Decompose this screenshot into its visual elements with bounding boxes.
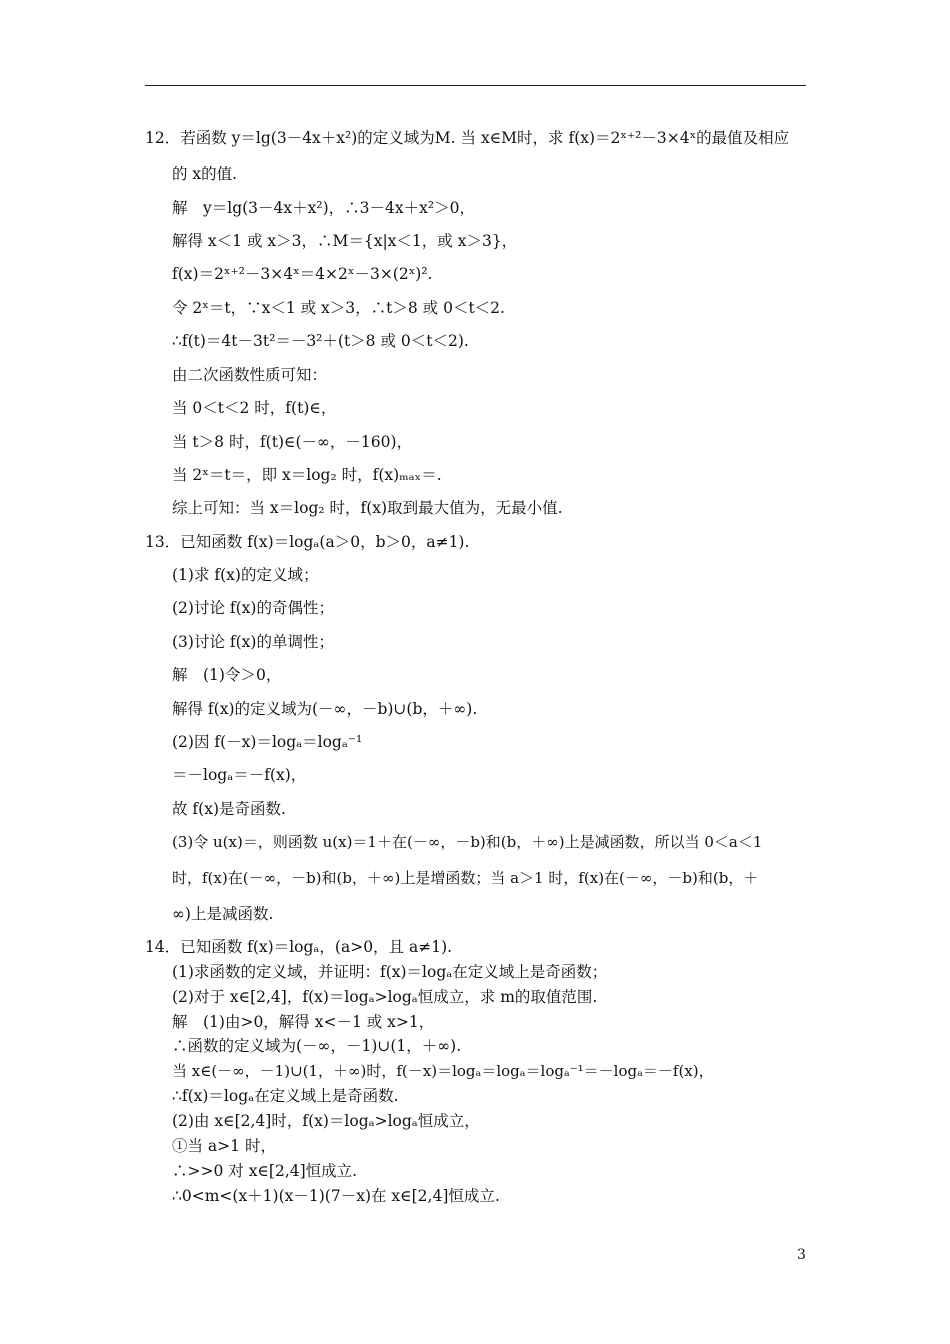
- solution-line: ∴函数的定义域为(－∞，－1)∪(1，＋∞).: [172, 1037, 462, 1055]
- solution-line: 由二次函数性质可知：: [172, 366, 328, 384]
- solution-line: 当 x∈(－∞，－1)∪(1，＋∞)时，f(－x)＝logₐ＝logₐ＝logₐ⁻¹＝－logₐ＝－f(x)，: [172, 1062, 714, 1080]
- problem-14-part: (2)对于 x∈[2,4]，f(x)＝logₐ>logₐ恒成立，求 m的取值范围.: [172, 988, 598, 1006]
- solution-line: 当 2ˣ＝t＝，即 x＝log₂ 时，f(x)ₘₐₓ＝.: [172, 466, 442, 484]
- solution-line: (2)由 x∈[2,4]时，f(x)＝logₐ>logₐ恒成立，: [172, 1112, 480, 1130]
- solution-line: ∴f(t)＝4t－3t²＝－3²＋(t＞8 或 0＜t＜2).: [172, 332, 469, 350]
- problem-14-part: (1)求函数的定义域，并证明：f(x)＝logₐ在定义域上是奇函数；: [172, 963, 608, 981]
- solution-line: (3)令 u(x)＝，则函数 u(x)＝1＋在(－∞，－b)和(b，＋∞)上是减函数，所以当 0＜a＜1: [172, 833, 763, 851]
- page-number: 3: [797, 1247, 806, 1263]
- solution-line: 解 (1)由>0，解得 x<－1 或 x>1，: [172, 1013, 435, 1031]
- problem-13-part: (1)求 f(x)的定义域；: [172, 566, 319, 584]
- solution-line: f(x)＝2ˣ⁺²－3×4ˣ＝4×2ˣ－3×(2ˣ)².: [172, 265, 433, 283]
- problem-13-part: (3)讨论 f(x)的单调性；: [172, 633, 334, 651]
- solution-line: 当 0＜t＜2 时，f(t)∈，: [172, 399, 337, 417]
- solution-line: 综上可知：当 x＝log₂ 时，f(x)取到最大值为，无最小值.: [172, 499, 563, 517]
- solution-line: ∴0<m<(x＋1)(x－1)(7－x)在 x∈[2,4]恒成立.: [172, 1187, 500, 1205]
- problem-13-statement: 13．已知函数 f(x)＝logₐ(a＞0，b＞0，a≠1).: [145, 533, 470, 551]
- solution-line: 时，f(x)在(－∞，－b)和(b，＋∞)上是增函数；当 a＞1 时，f(x)在(－∞，－b)和(b，＋: [172, 869, 759, 887]
- solution-line: ＝－logₐ＝－f(x)，: [172, 766, 307, 784]
- solution-line: 解 y＝lg(3－4x＋x²)，∴3－4x＋x²＞0，: [172, 199, 475, 217]
- solution-line: ∴>>0 对 x∈[2,4]恒成立.: [172, 1162, 358, 1180]
- header-rule: [145, 85, 806, 86]
- problem-12-statement: 12．若函数 y＝lg(3－4x＋x²)的定义域为M. 当 x∈M时，求 f(x)＝2ˣ⁺²－3×4ˣ的最值及相应: [145, 129, 790, 147]
- solution-line: (2)因 f(－x)＝logₐ＝logₐ⁻¹: [172, 733, 363, 751]
- solution-line: 令 2ˣ＝t，∵x＜1 或 x＞3，∴t＞8 或 0＜t＜2.: [172, 299, 505, 317]
- solution-line: ①当 a>1 时，: [172, 1137, 276, 1155]
- problem-13-part: (2)讨论 f(x)的奇偶性；: [172, 599, 334, 617]
- solution-line: ∴f(x)＝logₐ在定义域上是奇函数.: [172, 1087, 399, 1105]
- solution-line: ∞)上是减函数.: [172, 905, 274, 923]
- problem-12-statement-cont: 的 x的值.: [172, 165, 238, 183]
- solution-line: 故 f(x)是奇函数.: [172, 800, 286, 818]
- solution-line: 解得 f(x)的定义域为(－∞，－b)∪(b，＋∞).: [172, 700, 478, 718]
- solution-line: 解 (1)令＞0，: [172, 666, 282, 684]
- solution-line: 解得 x＜1 或 x＞3，∴M＝{x|x＜1，或 x＞3}，: [172, 232, 518, 250]
- problem-14-statement: 14．已知函数 f(x)＝logₐ，(a>0，且 a≠1).: [145, 938, 453, 956]
- solution-line: 当 t＞8 时，f(t)∈(－∞，－160)，: [172, 433, 413, 451]
